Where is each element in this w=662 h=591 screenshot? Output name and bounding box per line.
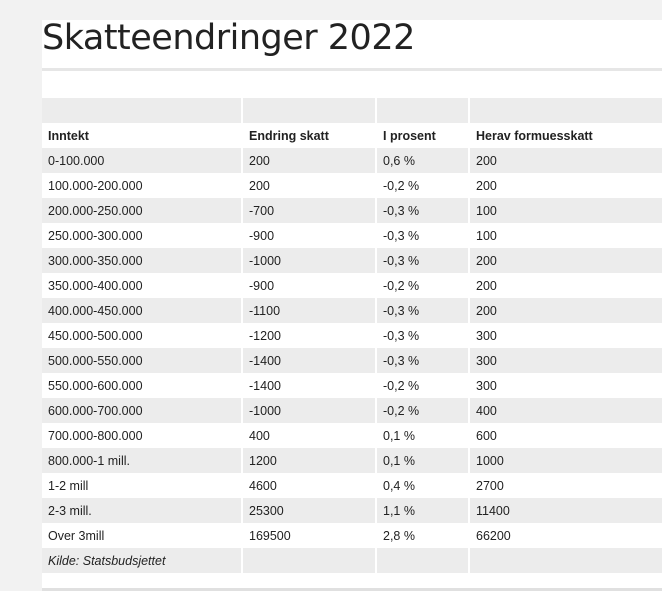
- cell-inntekt: 100.000-200.000: [42, 173, 242, 198]
- cell-formuesskatt: 200: [469, 148, 662, 173]
- cell-formuesskatt: 200: [469, 248, 662, 273]
- cell-i-prosent: -0,2 %: [376, 373, 469, 398]
- cell-i-prosent: -0,2 %: [376, 398, 469, 423]
- cell-inntekt: 200.000-250.000: [42, 198, 242, 223]
- cell-endring-skatt: -900: [242, 223, 376, 248]
- cell-formuesskatt: 300: [469, 373, 662, 398]
- cell-endring-skatt: -1100: [242, 298, 376, 323]
- cell-inntekt: 800.000-1 mill.: [42, 448, 242, 473]
- table-row: [42, 398, 662, 423]
- spacer-row: [42, 73, 662, 98]
- cell-endring-skatt: 169500: [242, 523, 376, 548]
- header-i-prosent: I prosent: [376, 123, 469, 148]
- table-row: [42, 298, 662, 323]
- cell-formuesskatt: 2700: [469, 473, 662, 498]
- cell-inntekt: 600.000-700.000: [42, 398, 242, 423]
- empty-cell: [469, 98, 662, 123]
- cell-endring-skatt: 4600: [242, 473, 376, 498]
- empty-cell: [242, 98, 376, 123]
- table-row: [42, 348, 662, 373]
- cell-endring-skatt: -700: [242, 198, 376, 223]
- cell-inntekt: 550.000-600.000: [42, 373, 242, 398]
- table-row: [42, 223, 662, 248]
- empty-cell: [376, 548, 469, 573]
- source-note: Kilde: Statsbudsjettet: [42, 548, 242, 573]
- cell-endring-skatt: 400: [242, 423, 376, 448]
- cell-inntekt: 400.000-450.000: [42, 298, 242, 323]
- cell-inntekt: 1-2 mill: [42, 473, 242, 498]
- cell-formuesskatt: 200: [469, 173, 662, 198]
- source-row: [42, 548, 662, 573]
- empty-cell: [469, 548, 662, 573]
- tax-table-wrapper: [42, 73, 662, 573]
- cell-inntekt: 300.000-350.000: [42, 248, 242, 273]
- cell-endring-skatt: -1000: [242, 248, 376, 273]
- cell-i-prosent: -0,3 %: [376, 223, 469, 248]
- cell-formuesskatt: 300: [469, 323, 662, 348]
- header-formuesskatt: Herav formuesskatt: [469, 123, 662, 148]
- table-row: [42, 523, 662, 548]
- cell-inntekt: 450.000-500.000: [42, 323, 242, 348]
- cell-endring-skatt: 200: [242, 148, 376, 173]
- table-row: [42, 498, 662, 523]
- cell-endring-skatt: -1400: [242, 348, 376, 373]
- cell-i-prosent: -0,3 %: [376, 248, 469, 273]
- cell-formuesskatt: 11400: [469, 498, 662, 523]
- table-header-row: [42, 123, 662, 148]
- table-row: [42, 198, 662, 223]
- page-title: Skatteendringer 2022: [42, 18, 415, 58]
- cell-endring-skatt: -1000: [242, 398, 376, 423]
- cell-formuesskatt: 66200: [469, 523, 662, 548]
- cell-formuesskatt: 200: [469, 273, 662, 298]
- table-row: [42, 423, 662, 448]
- table-row: [42, 323, 662, 348]
- cell-endring-skatt: -1400: [242, 373, 376, 398]
- cell-inntekt: 2-3 mill.: [42, 498, 242, 523]
- title-area: [42, 20, 662, 68]
- cell-i-prosent: -0,2 %: [376, 273, 469, 298]
- cell-i-prosent: -0,3 %: [376, 198, 469, 223]
- table-row: [42, 373, 662, 398]
- empty-row: [42, 98, 662, 123]
- cell-inntekt: 350.000-400.000: [42, 273, 242, 298]
- cell-i-prosent: 2,8 %: [376, 523, 469, 548]
- cell-i-prosent: -0,3 %: [376, 323, 469, 348]
- cell-formuesskatt: 400: [469, 398, 662, 423]
- cell-formuesskatt: 300: [469, 348, 662, 373]
- cell-inntekt: Over 3mill: [42, 523, 242, 548]
- cell-inntekt: 0-100.000: [42, 148, 242, 173]
- cell-endring-skatt: 1200: [242, 448, 376, 473]
- cell-formuesskatt: 1000: [469, 448, 662, 473]
- cell-i-prosent: 1,1 %: [376, 498, 469, 523]
- table-row: [42, 173, 662, 198]
- cell-i-prosent: -0,3 %: [376, 298, 469, 323]
- cell-i-prosent: 0,1 %: [376, 423, 469, 448]
- cell-formuesskatt: 100: [469, 198, 662, 223]
- empty-cell: [376, 98, 469, 123]
- cell-i-prosent: 0,1 %: [376, 448, 469, 473]
- empty-cell: [242, 548, 376, 573]
- tax-changes-table: [42, 73, 662, 573]
- cell-endring-skatt: 25300: [242, 498, 376, 523]
- table-body: [42, 73, 662, 573]
- cell-i-prosent: 0,6 %: [376, 148, 469, 173]
- cell-inntekt: 250.000-300.000: [42, 223, 242, 248]
- table-row: [42, 473, 662, 498]
- cell-formuesskatt: 200: [469, 298, 662, 323]
- table-row: [42, 273, 662, 298]
- header-inntekt: Inntekt: [42, 123, 242, 148]
- header-endring-skatt: Endring skatt: [242, 123, 376, 148]
- table-row: [42, 148, 662, 173]
- cell-endring-skatt: -1200: [242, 323, 376, 348]
- cell-endring-skatt: -900: [242, 273, 376, 298]
- cell-i-prosent: 0,4 %: [376, 473, 469, 498]
- cell-inntekt: 500.000-550.000: [42, 348, 242, 373]
- article-page: [42, 20, 662, 591]
- cell-formuesskatt: 100: [469, 223, 662, 248]
- empty-cell: [42, 98, 242, 123]
- cell-formuesskatt: 600: [469, 423, 662, 448]
- spacer-cell: [42, 73, 662, 98]
- table-row: [42, 248, 662, 273]
- title-divider: [42, 68, 662, 71]
- table-row: [42, 448, 662, 473]
- cell-i-prosent: -0,2 %: [376, 173, 469, 198]
- cell-inntekt: 700.000-800.000: [42, 423, 242, 448]
- cell-i-prosent: -0,3 %: [376, 348, 469, 373]
- cell-endring-skatt: 200: [242, 173, 376, 198]
